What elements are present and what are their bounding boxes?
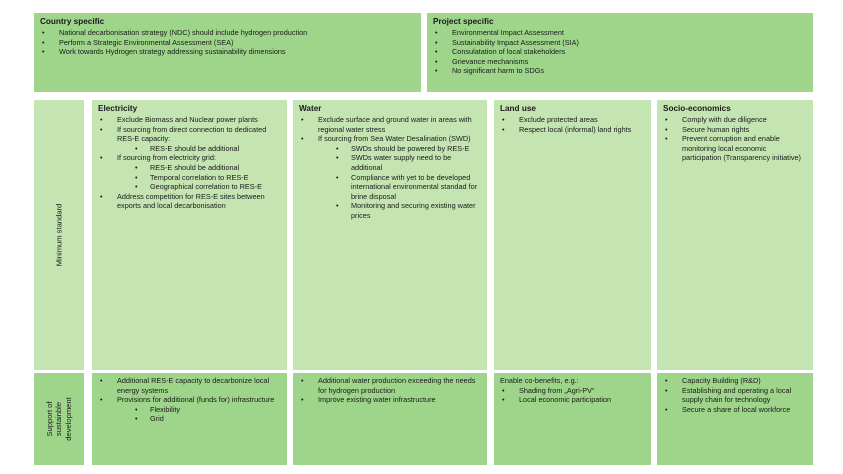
list-item: • If sourcing from direct connection to dedicated RES-E capacity: bbox=[98, 125, 281, 144]
land-use-minimum-panel bbox=[494, 100, 651, 370]
project-specific-title: Project specific bbox=[433, 17, 494, 26]
list-item: • Establishing and operating a local supply chain for technology bbox=[663, 386, 807, 405]
water-minimum-list bbox=[299, 115, 481, 221]
list-item: • Capacity Building (R&D) bbox=[663, 376, 807, 386]
list-item: • Exclude surface and ground water in areas with regional water stress bbox=[299, 115, 481, 134]
list-item: • No significant harm to SDGs bbox=[433, 66, 807, 76]
list-item: • Consulatation of local stakeholders bbox=[433, 47, 807, 57]
list-item: • If sourcing from Sea Water Desalination (SWD) bbox=[299, 134, 481, 144]
co-benefits-lead: Enable co-benefits, e.g.: bbox=[500, 376, 579, 385]
socio-economics-minimum-list bbox=[663, 115, 807, 163]
list-item: • Additional water production exceeding the needs for hydrogen production bbox=[299, 376, 481, 395]
minimum-standard-label: Minimum standard bbox=[54, 203, 64, 267]
list-item: • Prevent corruption and enable monitoring local economic participation (Transparency initiative) bbox=[663, 134, 807, 163]
list-item: • RES-E should be additional bbox=[98, 144, 281, 154]
list-item: • Compliance with yet to be developed international environmental standad for brine disposal bbox=[299, 173, 481, 202]
list-item: • SWDs should be powered by RES-E bbox=[299, 144, 481, 154]
list-item: • Respect local (informal) land rights bbox=[500, 125, 645, 135]
list-item: • Flexibility bbox=[98, 405, 281, 415]
list-item: • Monitoring and securing existing water prices bbox=[299, 201, 481, 220]
project-specific-list bbox=[433, 28, 807, 76]
country-specific-panel bbox=[34, 13, 421, 92]
list-item: • Comply with due diligence bbox=[663, 115, 807, 125]
list-item: • Environmental Impact Assessment bbox=[433, 28, 807, 38]
list-item: • SWDs water supply need to be additional bbox=[299, 153, 481, 172]
support-label-line: development bbox=[63, 397, 73, 441]
list-item: • Grievance mechanisms bbox=[433, 57, 807, 67]
list-item: • Work towards Hydrogen strategy addressing sustainability dimensions bbox=[40, 47, 415, 57]
list-item: • Secure human rights bbox=[663, 125, 807, 135]
water-support-list bbox=[299, 376, 481, 405]
list-item: • Exclude protected areas bbox=[500, 115, 645, 125]
list-item: • Perform a Strategic Environmental Assessment (SEA) bbox=[40, 38, 415, 48]
water-minimum-panel bbox=[293, 100, 487, 370]
country-specific-title: Country specific bbox=[40, 17, 105, 26]
electricity-support-list bbox=[98, 376, 281, 424]
water-title: Water bbox=[299, 104, 322, 113]
support-label-line: Support of bbox=[44, 401, 54, 437]
minimum-standard-row-label bbox=[34, 100, 84, 370]
list-item: • Grid bbox=[98, 414, 281, 424]
electricity-minimum-panel bbox=[92, 100, 287, 370]
list-item: • If sourcing from electricity grid: bbox=[98, 153, 281, 163]
socio-economics-minimum-panel bbox=[657, 100, 813, 370]
land-use-support-panel bbox=[494, 373, 651, 465]
list-item: • Secure a share of local workforce bbox=[663, 405, 807, 415]
country-specific-list bbox=[40, 28, 415, 57]
socio-economics-support-list bbox=[663, 376, 807, 414]
list-item: • Shading from „Agri-PV“ bbox=[500, 386, 645, 396]
electricity-title: Electricity bbox=[98, 104, 138, 113]
list-item: • Provisions for additional (funds for) infrastructure bbox=[98, 395, 281, 405]
land-use-support-list bbox=[500, 386, 645, 405]
list-item: • Improve existing water infrastructure bbox=[299, 395, 481, 405]
list-item: • Temporal correlation to RES-E bbox=[98, 173, 281, 183]
list-item: • Sustainability Impact Assessment (SIA) bbox=[433, 38, 807, 48]
list-item: • Exclude Biomass and Nuclear power plants bbox=[98, 115, 281, 125]
list-item: • Local economic participation bbox=[500, 395, 645, 405]
support-row-label bbox=[34, 373, 84, 465]
socio-economics-title: Socio-economics bbox=[663, 104, 731, 113]
list-item: • Address competition for RES-E sites between exports and local decarbonisation bbox=[98, 192, 281, 211]
electricity-support-panel bbox=[92, 373, 287, 465]
list-item: • Geographical correlation to RES-E bbox=[98, 182, 281, 192]
land-use-title: Land use bbox=[500, 104, 536, 113]
water-support-panel bbox=[293, 373, 487, 465]
list-item: • National decarbonisation strategy (NDC) should include hydrogen production bbox=[40, 28, 415, 38]
support-label-line: sustainble bbox=[54, 401, 64, 437]
project-specific-panel bbox=[427, 13, 813, 92]
electricity-minimum-list bbox=[98, 115, 281, 211]
list-item: • RES-E should be additional bbox=[98, 163, 281, 173]
socio-economics-support-panel bbox=[657, 373, 813, 465]
list-item: • Additional RES-E capacity to decarbonize local energy systems bbox=[98, 376, 281, 395]
land-use-minimum-list bbox=[500, 115, 645, 134]
